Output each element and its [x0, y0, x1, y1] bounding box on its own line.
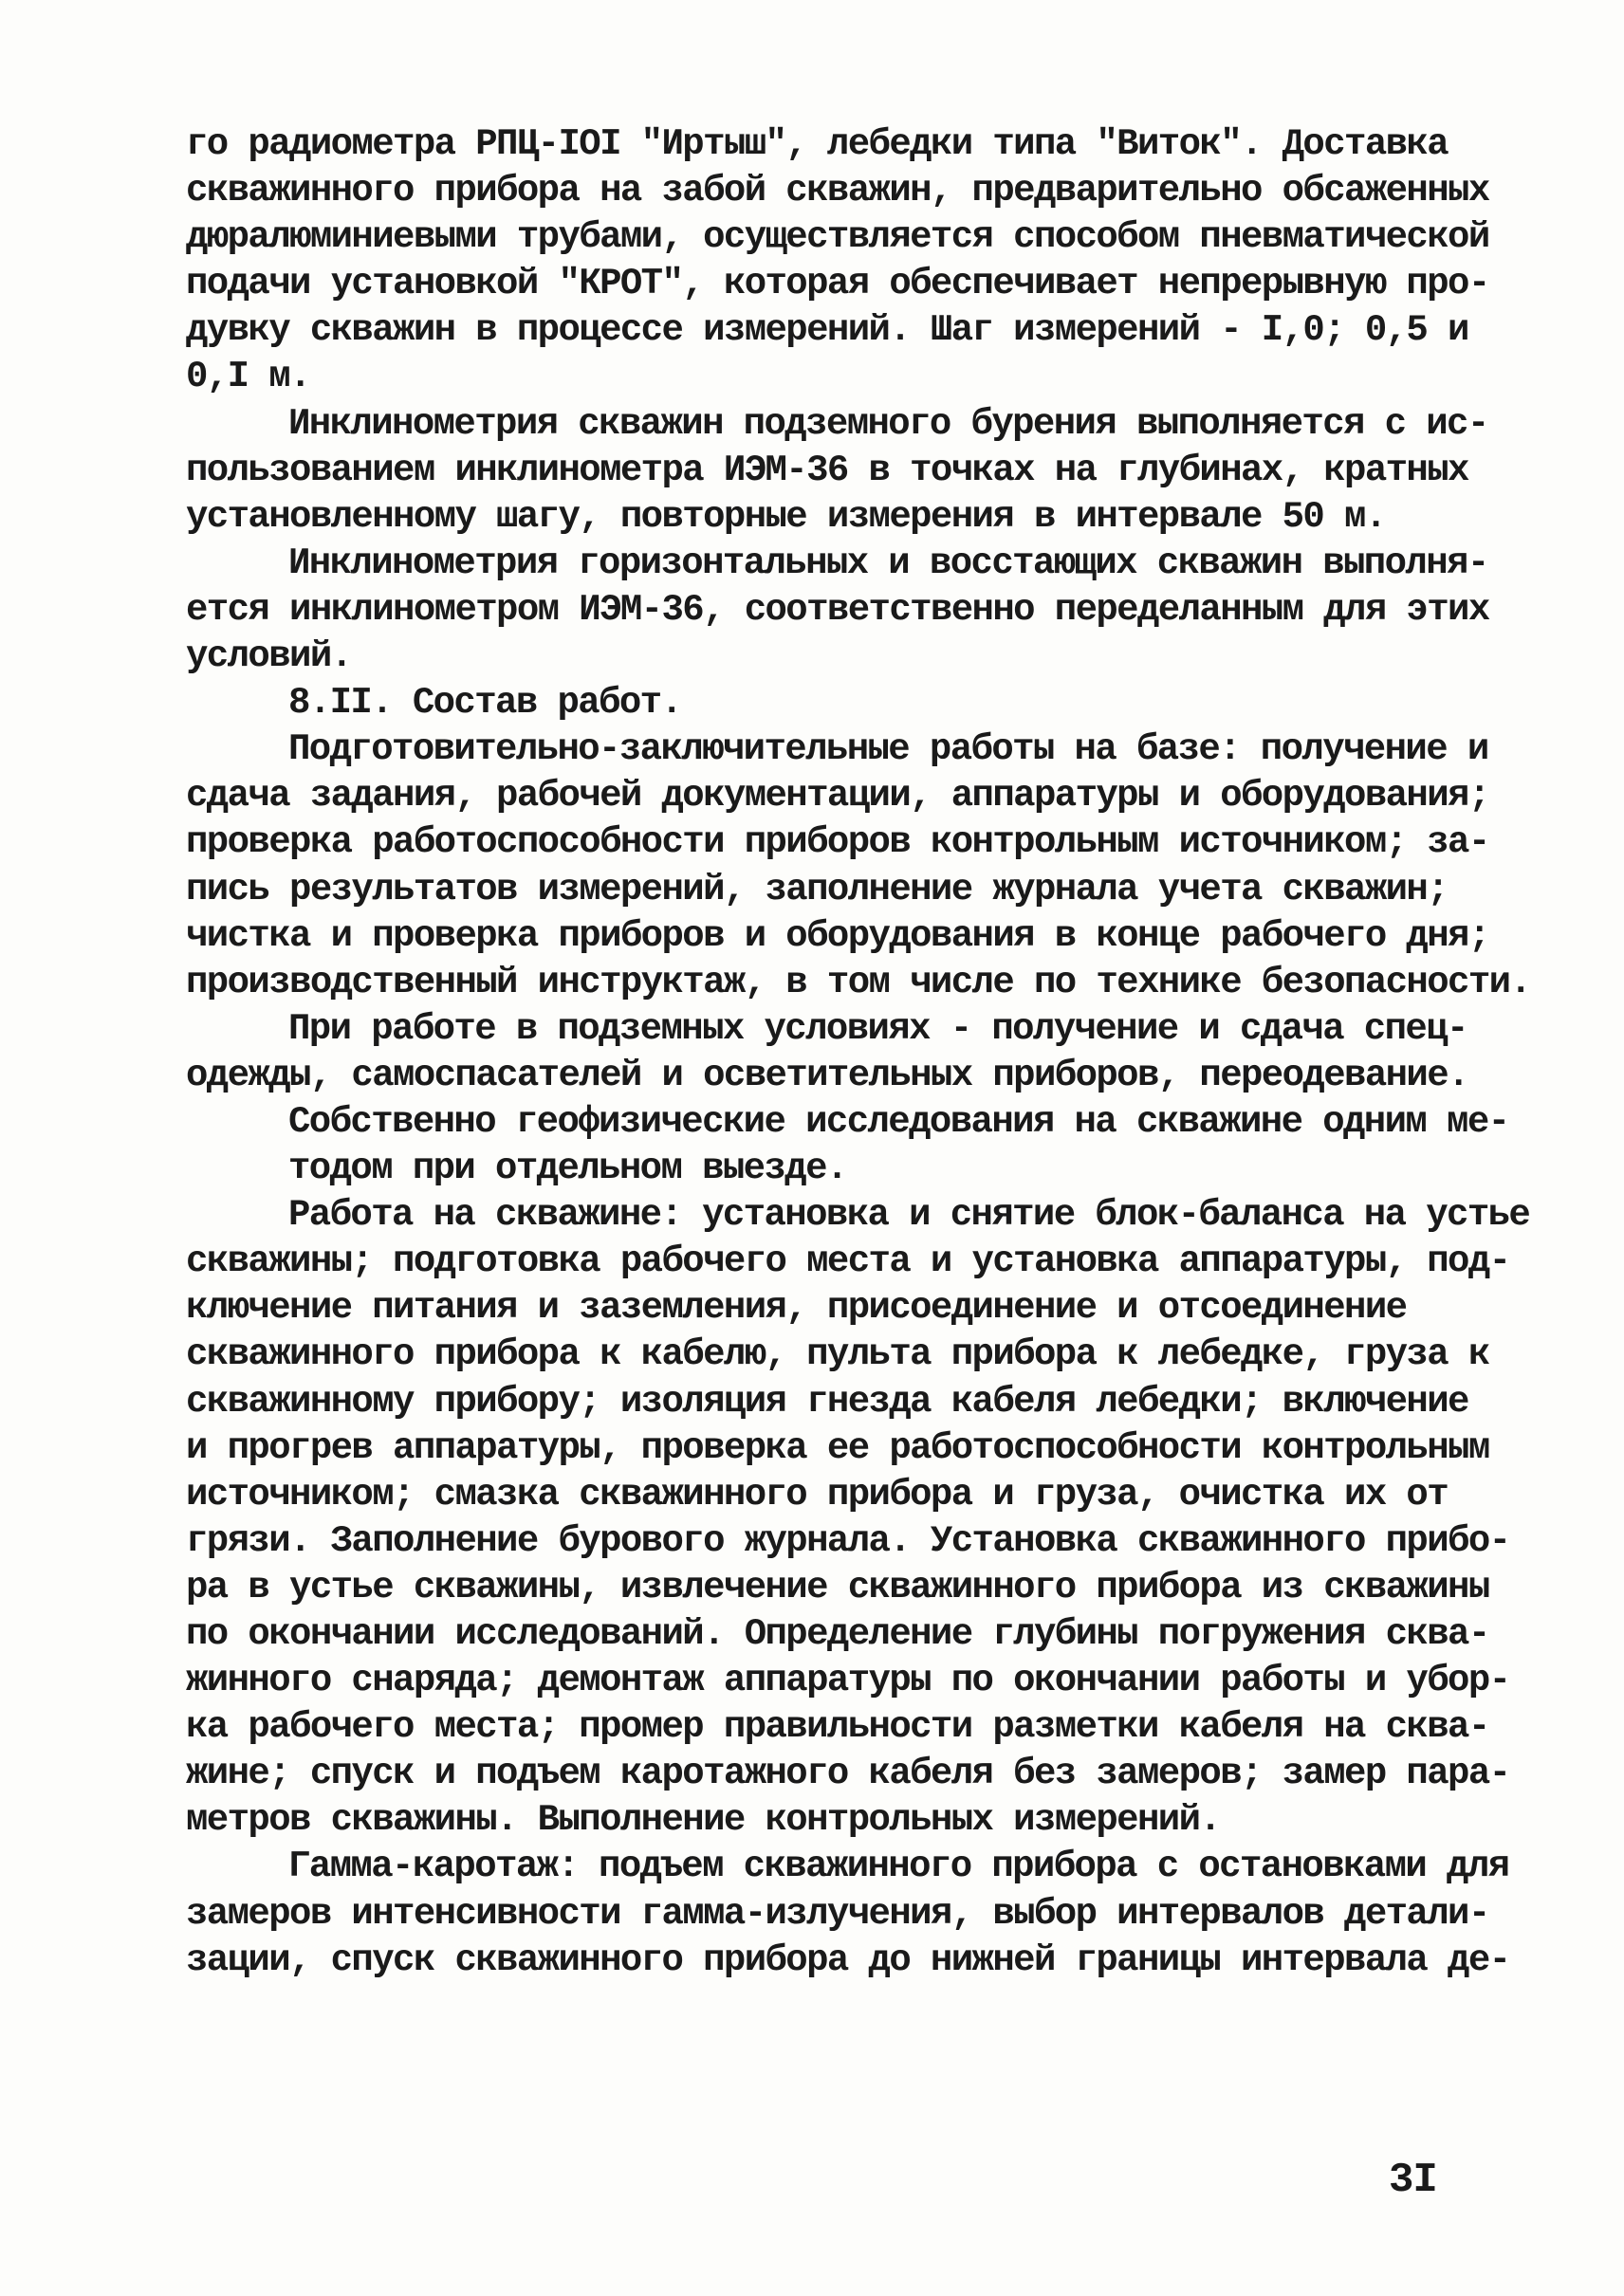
text-line: ра в устье скважины, извлечение скважинного прибора из скважины	[186, 1566, 1489, 1608]
text-line: Инклинометрия горизонтальных и восстающих скважин выполня-	[288, 542, 1488, 584]
text-line: и прогрев аппаратуры, проверка ее работоспособности контрольным	[186, 1426, 1489, 1469]
text-line: производственный инструктаж, в том числе по технике безопасности.	[186, 961, 1531, 1003]
text-line: подачи установкой "КРОТ", которая обеспечивает непрерывную про-	[186, 263, 1489, 305]
text-line: метров скважины. Выполнение контрольных измерений.	[186, 1799, 1221, 1842]
text-line: одежды, самоспасателей и осветительных приборов, переодевание.	[186, 1054, 1468, 1096]
text-line: дувку скважин в процессе измерений. Шаг измерений - I,0; 0,5 и	[186, 309, 1468, 352]
text-line: грязи. Заполнение бурового журнала. Установка скважинного прибо-	[186, 1519, 1510, 1562]
text-line: по окончании исследований. Определение глубины погружения сква-	[186, 1613, 1489, 1655]
text-line: источником; смазка скважинного прибора и груза, очистка их от	[186, 1473, 1449, 1515]
text-line: дюралюминиевыми трубами, осуществляется способом пневматической	[186, 216, 1489, 259]
text-line: ется инклинометром ИЭМ-36, соответственно переделанным для этих	[186, 588, 1489, 631]
text-line: пись результатов измерений, заполнение журнала учета скважин;	[186, 868, 1449, 910]
page-text-body	[186, 121, 1531, 1984]
text-line: скважинного прибора к кабелю, пульта прибора к лебедке, груза к	[186, 1333, 1489, 1376]
text-line: ключение питания и заземления, присоединение и отсоединение	[186, 1287, 1407, 1330]
text-line: замеров интенсивности гамма-излучения, выбор интервалов детали-	[186, 1892, 1489, 1935]
text-line: скважинного прибора на забой скважин, предварительно обсаженных	[186, 170, 1489, 212]
text-line: При работе в подземных условиях - получение и сдача спец-	[288, 1007, 1467, 1050]
text-line: Гамма-каротаж: подъем скважинного прибора с остановками для	[288, 1846, 1509, 1888]
text-line: Работа на скважине: установка и снятие блок-баланса на устье	[288, 1194, 1530, 1237]
text-line: ка рабочего места; промер правильности разметки кабеля на сква-	[186, 1706, 1489, 1749]
text-line: тодом при отдельном выезде.	[288, 1148, 847, 1190]
text-line: 0,I м.	[186, 356, 310, 398]
text-line: чистка и проверка приборов и оборудования в конце рабочего дня;	[186, 914, 1489, 957]
text-line: установленному шагу, повторные измерения в интервале 50 м.	[186, 495, 1386, 538]
text-line: жинного снаряда; демонтаж аппаратуры по окончании работы и убор-	[186, 1660, 1510, 1702]
text-line: сдача задания, рабочей документации, аппаратуры и оборудования;	[186, 775, 1489, 817]
text-line: пользованием инклинометра ИЭМ-36 в точках на глубинах, кратных	[186, 449, 1468, 491]
text-line: Инклинометрия скважин подземного бурения выполняется с ис-	[288, 402, 1488, 445]
text-line: жине; спуск и подъем каротажного кабеля без замеров; замер пара-	[186, 1753, 1510, 1795]
text-line: условий.	[186, 635, 352, 678]
text-line: го радиометра РПЦ-IOI "Иртыш", лебедки типа "Виток". Доставка	[186, 123, 1449, 165]
page-number: 3I	[1389, 2157, 1437, 2204]
text-line: 8.II. Состав работ.	[288, 682, 682, 725]
text-line: проверка работоспособности приборов контрольным источником; за-	[186, 821, 1489, 864]
text-line: скважинному прибору; изоляция гнезда кабеля лебедки; включение	[186, 1380, 1468, 1423]
text-line: Собственно геофизические исследования на скважине одним ме-	[288, 1100, 1509, 1143]
text-line: Подготовительно-заключительные работы на базе: получение и	[288, 728, 1488, 771]
text-line: скважины; подготовка рабочего места и установка аппаратуры, под-	[186, 1240, 1510, 1283]
text-line: зации, спуск скважинного прибора до нижней границы интервала де-	[186, 1938, 1510, 1981]
